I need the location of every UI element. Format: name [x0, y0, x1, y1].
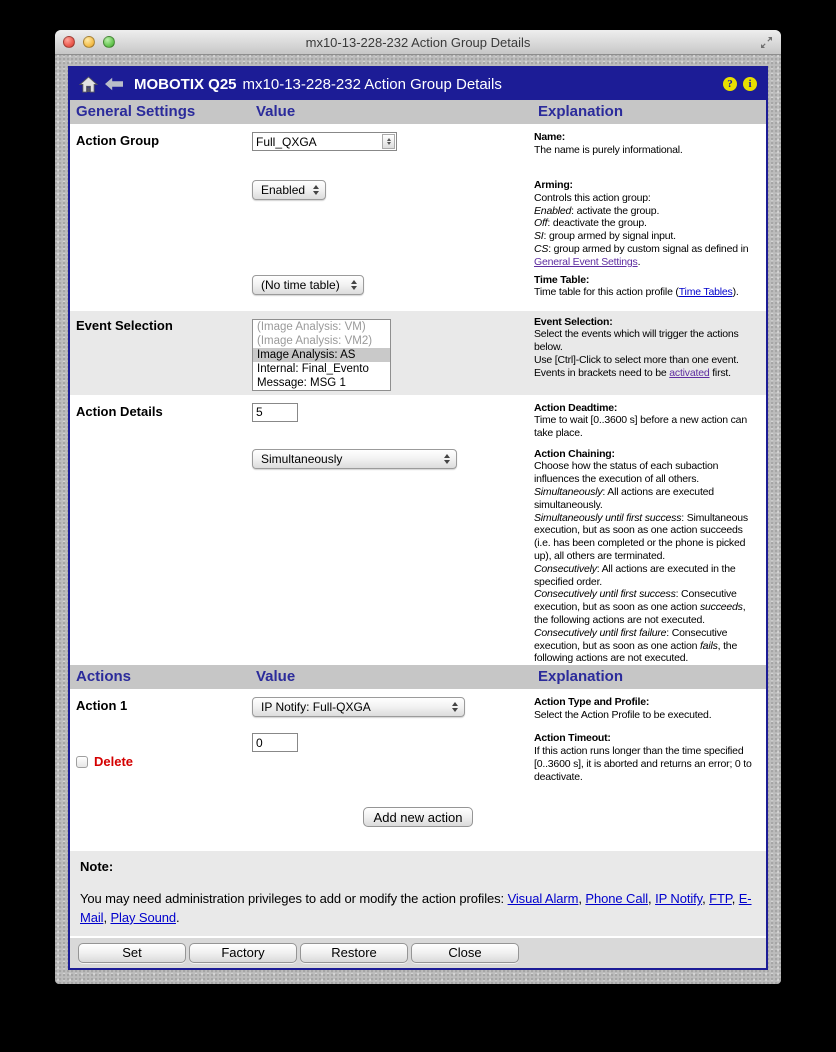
- phone-call-link[interactable]: Phone Call: [585, 891, 649, 907]
- time-table-select[interactable]: (No time table): [252, 275, 364, 295]
- text-segment: : All actions are executed simultaneously.: [534, 485, 714, 511]
- play-sound-link[interactable]: Play Sound: [110, 909, 176, 925]
- event-selection-label: Event Selection: [76, 317, 173, 333]
- general-event-settings-link[interactable]: General Event Settings: [534, 255, 638, 268]
- note-section: [70, 849, 766, 936]
- text-segment: CS: [534, 242, 549, 255]
- action-type-explanation: Action Type and Profile: Select the Action Profile to be executed.: [534, 696, 712, 721]
- time-tables-link[interactable]: Time Tables: [678, 286, 733, 299]
- text-segment: : group armed by signal input.: [543, 230, 676, 243]
- explanation-heading: Explanation: [538, 103, 624, 120]
- text-segment: : Simultaneous execution, but as soon as one action succeeds (i.e. has been completed or the phone is picked up), all others are terminated.: [534, 511, 748, 562]
- text-segment: ,: [578, 891, 586, 907]
- add-action-row: [70, 789, 766, 849]
- text-segment: .: [175, 909, 180, 925]
- event-selection-row: [70, 309, 766, 397]
- text-segment: Controls this action group:: [534, 191, 651, 204]
- set-button[interactable]: Set: [78, 943, 186, 963]
- text-segment: : activate the group.: [571, 204, 660, 217]
- text-segment: You may need administration privileges to add or modify the action profiles:: [80, 891, 508, 907]
- action1-label: Action 1: [76, 698, 128, 714]
- text-segment: .: [637, 255, 641, 268]
- delete-checkbox[interactable]: [76, 756, 88, 768]
- visual-alarm-link[interactable]: Visual Alarm: [507, 891, 579, 907]
- action-deadtime-input[interactable]: [252, 403, 298, 422]
- value-heading: Value: [256, 103, 296, 120]
- ftp-link[interactable]: FTP: [709, 891, 732, 907]
- action-chaining-row: [70, 443, 766, 666]
- text-segment: Simultaneously: [534, 485, 603, 498]
- text-segment: : All actions are executed in the specified order.: [534, 562, 736, 588]
- text-segment: Events in brackets need to be: [534, 366, 670, 379]
- text-segment: ,: [731, 891, 739, 907]
- general-settings-header-row: [70, 100, 766, 126]
- info-icon[interactable]: i: [743, 77, 757, 91]
- text-segment: Off: [534, 217, 548, 230]
- select-stepper-icon: [444, 454, 450, 464]
- text-segment: : Consecutive execution, but as soon as one action: [534, 626, 728, 652]
- factory-button[interactable]: Factory: [189, 943, 297, 963]
- event-option[interactable]: (Image Analysis: VM2): [257, 334, 373, 347]
- action-timeout-input[interactable]: [252, 733, 298, 752]
- general-settings-heading: General Settings: [76, 103, 196, 120]
- fullscreen-icon[interactable]: [759, 35, 774, 50]
- add-new-action-button[interactable]: Add new action: [363, 807, 474, 827]
- e-mail-link[interactable]: E-Mail: [80, 891, 752, 925]
- text-segment: Consecutively until first success: [534, 588, 676, 601]
- text-segment: If this action runs longer than the time specified [0..3600 s], it is aborted and returns an error; 0 to deactivate.: [534, 744, 752, 783]
- text-segment: : group armed by custom signal as defined in: [548, 242, 749, 255]
- back-arrow-icon[interactable]: [105, 77, 123, 91]
- arming-explanation: Arming: Controls this action group: Enabled: activate the group. Off: deactivate the group. SI: group armed by signal input. CS: group armed by custom signal as defined in General Event Settings.: [534, 179, 749, 268]
- minimize-window-button[interactable]: [83, 36, 95, 48]
- text-segment: SI: [534, 230, 544, 243]
- event-option[interactable]: (Image Analysis: VM): [257, 320, 366, 333]
- text-segment: Simultaneously until first success: [534, 511, 682, 524]
- event-option[interactable]: Internal: Final_Evento: [257, 362, 369, 375]
- text-segment: ,: [648, 891, 656, 907]
- text-segment: : deactivate the group.: [547, 217, 647, 230]
- event-option[interactable]: Message: MSG 1: [257, 376, 346, 389]
- browser-window: [55, 30, 781, 984]
- restore-button[interactable]: Restore: [300, 943, 408, 963]
- action-group-name-input[interactable]: [252, 132, 397, 151]
- brand-label: MOBOTIX Q25: [134, 75, 237, 93]
- activated-link[interactable]: activated: [669, 366, 710, 379]
- text-segment: ).: [732, 286, 739, 299]
- action-chaining-select[interactable]: Simultaneously: [252, 449, 457, 469]
- event-option[interactable]: Image Analysis: AS: [253, 348, 390, 362]
- delete-label[interactable]: Delete: [94, 754, 134, 770]
- arming-row: [70, 174, 766, 269]
- help-icon[interactable]: ?: [723, 77, 737, 91]
- action-timeout-explanation: Action Timeout: If this action runs longer than the time specified [0..3600 s], it is aborted and returns an error; 0 to deactivate.: [534, 732, 752, 783]
- action-chaining-explanation: Action Chaining: Choose how the status of each subaction influences the execution of all others. Simultaneously: All actions are executed simultaneously. Simultaneously until first success: Simultaneous execution, but as soon as one action succeeds (i.e. has been completed or the phone is picked up), all others are terminated. Consecutively: All actions are executed in the specified order. Consecutively until first success: Consecutive execution, but as soon as one action succeeds, the following actions are not executed. Consecutively until first failure: Consecutive execution, but as soon as one action fails, the following actions are not executed.: [534, 447, 748, 665]
- note-body: [80, 890, 756, 928]
- time-table-explanation: Time Table: Time table for this action profile (Time Tables).: [534, 273, 739, 299]
- home-icon[interactable]: [79, 76, 98, 93]
- actions-header-row: [70, 665, 766, 691]
- text-segment: Select the events which will trigger the actions below.: [534, 328, 739, 354]
- select-stepper-icon: [313, 185, 319, 195]
- window-titlebar[interactable]: [55, 30, 781, 55]
- event-selection-listbox[interactable]: [252, 319, 391, 391]
- action1-profile-select[interactable]: IP Notify: Full-QXGA: [252, 697, 465, 717]
- event-selection-explanation: Event Selection: Select the events which will trigger the actions below. Use [Ctrl]-Click to select more than one event. Events in brackets need to be activated first.: [534, 315, 739, 379]
- text-segment: Use [Ctrl]-Click to select more than one event.: [534, 353, 739, 366]
- text-segment: fails: [699, 639, 718, 652]
- zoom-window-button[interactable]: [103, 36, 115, 48]
- action-deadtime-row: [70, 397, 766, 443]
- text-segment: , the following actions are not executed.: [534, 601, 746, 626]
- close-button[interactable]: Close: [411, 943, 519, 963]
- page-content: [68, 66, 768, 970]
- text-segment: Consecutively until first failure: [534, 626, 667, 639]
- text-segment: Enabled: [534, 204, 572, 217]
- page-title: mx10-13-228-232 Action Group Details: [242, 75, 502, 93]
- ip-notify-link[interactable]: IP Notify: [655, 891, 703, 907]
- action1-row: [70, 691, 766, 727]
- action-group-row: [70, 126, 766, 174]
- page-header: [70, 68, 766, 100]
- select-stepper-icon: [351, 280, 357, 290]
- text-segment: Consecutively: [534, 562, 597, 575]
- text-segment: ,: [702, 891, 710, 907]
- select-stepper-icon: [452, 702, 458, 712]
- time-table-row: [70, 269, 766, 309]
- text-segment: succeeds: [699, 601, 743, 614]
- text-segment: ,: [103, 909, 111, 925]
- text-segment: , the following actions are not executed.: [534, 639, 738, 665]
- text-segment: : Consecutive execution, but as soon as one action: [534, 588, 737, 614]
- value-heading: Value: [256, 668, 296, 686]
- action-deadtime-explanation: Action Deadtime: Time to wait [0..3600 s] before a new action can take place.: [534, 401, 747, 440]
- name-explanation: Name: The name is purely informational.: [534, 131, 683, 156]
- text-segment: Choose how the status of each subaction influences the execution of all others.: [534, 460, 719, 486]
- window-title: mx10-13-228-232 Action Group Details: [305, 34, 531, 50]
- close-window-button[interactable]: [63, 36, 75, 48]
- actions-heading: Actions: [76, 668, 132, 686]
- action-group-label: Action Group: [76, 133, 160, 148]
- action-details-label: Action Details: [76, 403, 163, 419]
- arming-select[interactable]: Enabled: [252, 180, 326, 200]
- text-segment: Time table for this action profile (: [534, 286, 679, 299]
- explanation-heading: Explanation: [538, 668, 624, 686]
- text-segment: Select the Action Profile to be executed.: [534, 708, 712, 721]
- text-segment: The name is purely informational.: [534, 143, 683, 156]
- action1-delete-row: [70, 727, 766, 789]
- footer-button-bar: [70, 936, 766, 968]
- text-segment: first.: [709, 366, 731, 379]
- text-segment: Time to wait [0..3600 s] before a new action can take place.: [534, 414, 747, 440]
- name-stepper-icon[interactable]: [382, 134, 395, 149]
- note-title: Note:: [80, 859, 114, 875]
